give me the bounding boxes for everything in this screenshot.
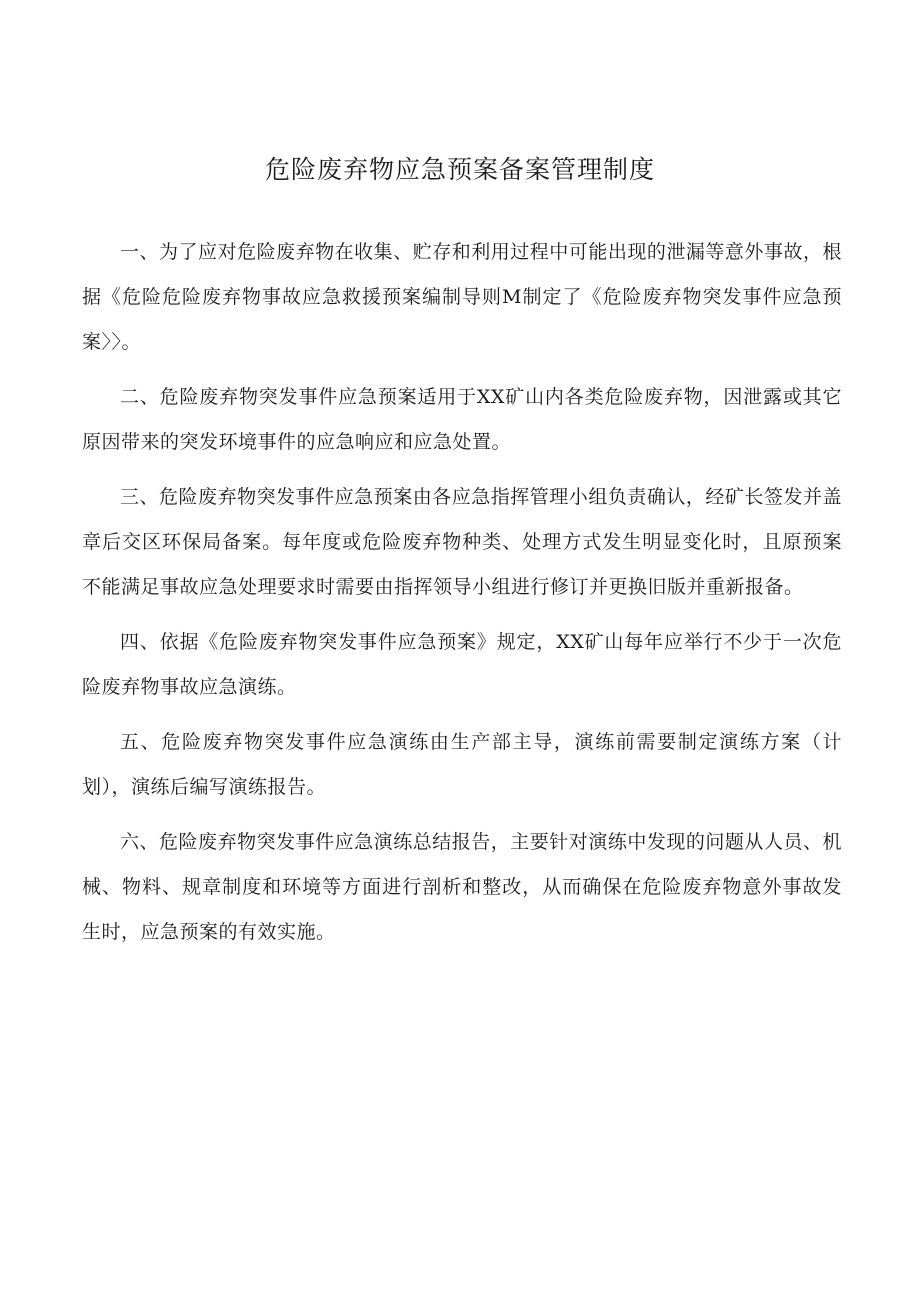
- paragraph-6: 六、危险废弃物突发事件应急演练总结报告，主要针对演练中发现的问题从人员、机械、物料、规章制度和环境等方面进行剖析和整改，从而确保在危险废弃物意外事故发生时，应急预案的有效实施。: [82, 831, 842, 943]
- paragraph-4: 四、依据《危险废弃物突发事件应急预案》规定，XX矿山每年应举行不少于一次危险废弃物事故应急演练。: [82, 631, 842, 698]
- paragraph-5: 五、危险废弃物突发事件应急演练由生产部主导，演练前需要制定演练方案（计划），演练后编写演练报告。: [82, 731, 842, 798]
- paragraph-1: 一、为了应对危险废弃物在收集、贮存和利用过程中可能出现的泄漏等意外事故，根据《危险危险废弃物事故应急救援预案编制导则M制定了《危险废弃物突发事件应急预案〉〉。: [82, 241, 842, 353]
- paragraph-2: 二、危险废弃物突发事件应急预案适用于XX矿山内各类危险废弃物，因泄露或其它原因带来的突发环境事件的应急响应和应急处置。: [82, 386, 842, 453]
- page-title: 危险废弃物应急预案备案管理制度: [264, 155, 655, 184]
- document-body: [82, 230, 842, 965]
- paragraph-3: 三、危险废弃物突发事件应急预案由各应急指挥管理小组负责确认，经矿长签发并盖章后交区环保局备案。每年度或危险废弃物种类、处理方式发生明显变化时，且原预案不能满足事故应急处理要求时需要由指挥领导小组进行修订并更换旧版并重新报备。: [82, 486, 842, 598]
